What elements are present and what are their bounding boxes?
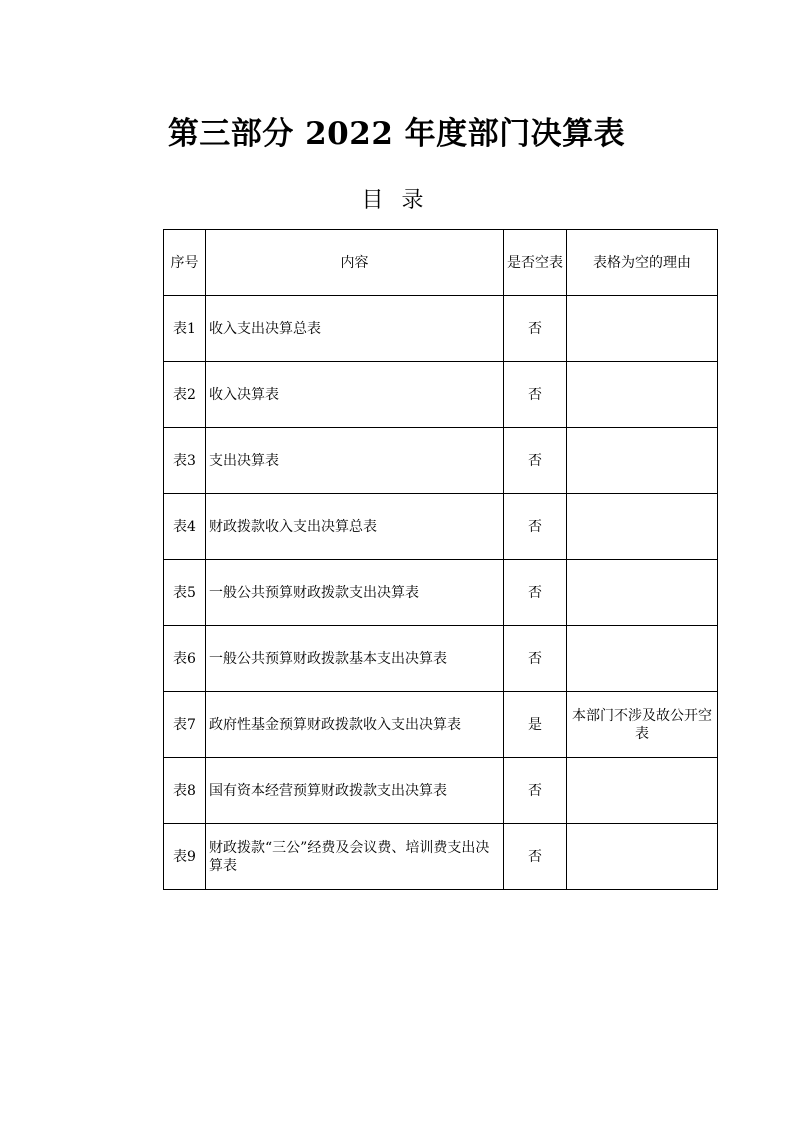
table-header-row [164,230,718,296]
row-is-empty: 否 [504,626,567,692]
column-header-reason: 表格为空的理由 [567,230,718,296]
table-row [164,362,718,428]
row-index: 表8 [164,758,206,824]
row-content: 财政拨款“三公”经费及会议费、培训费支出决算表 [206,824,504,890]
row-index: 表5 [164,560,206,626]
row-content: 支出决算表 [206,428,504,494]
row-content: 国有资本经营预算财政拨款支出决算表 [206,758,504,824]
row-reason [567,296,718,362]
row-reason [567,560,718,626]
row-content: 收入支出决算总表 [206,296,504,362]
row-index: 表2 [164,362,206,428]
row-reason [567,428,718,494]
row-is-empty: 否 [504,494,567,560]
row-content: 一般公共预算财政拨款支出决算表 [206,560,504,626]
row-is-empty: 否 [504,296,567,362]
row-reason [567,758,718,824]
row-reason [567,626,718,692]
row-is-empty: 否 [504,758,567,824]
table-row [164,296,718,362]
column-header-is-empty: 是否空表 [504,230,567,296]
row-content: 收入决算表 [206,362,504,428]
row-index: 表6 [164,626,206,692]
row-reason [567,494,718,560]
column-header-content: 内容 [206,230,504,296]
page-title: 第三部分 2022 年度部门决算表 [167,116,626,152]
row-reason [567,362,718,428]
row-is-empty: 否 [504,362,567,428]
row-content: 政府性基金预算财政拨款收入支出决算表 [206,692,504,758]
table-row [164,758,718,824]
table-row [164,824,718,890]
row-index: 表9 [164,824,206,890]
row-index: 表3 [164,428,206,494]
row-is-empty: 否 [504,824,567,890]
column-header-index: 序号 [164,230,206,296]
row-content: 一般公共预算财政拨款基本支出决算表 [206,626,504,692]
table-row [164,494,718,560]
table-row [164,428,718,494]
row-index: 表7 [164,692,206,758]
row-content: 财政拨款收入支出决算总表 [206,494,504,560]
row-reason [567,824,718,890]
toc-heading: 目录 [361,188,442,213]
row-index: 表4 [164,494,206,560]
toc-table [163,229,718,890]
row-index: 表1 [164,296,206,362]
table-row [164,560,718,626]
table-row [164,626,718,692]
row-is-empty: 否 [504,428,567,494]
table-row [164,692,718,758]
row-is-empty: 否 [504,560,567,626]
row-is-empty: 是 [504,692,567,758]
row-reason: 本部门不涉及故公开空表 [567,692,718,758]
